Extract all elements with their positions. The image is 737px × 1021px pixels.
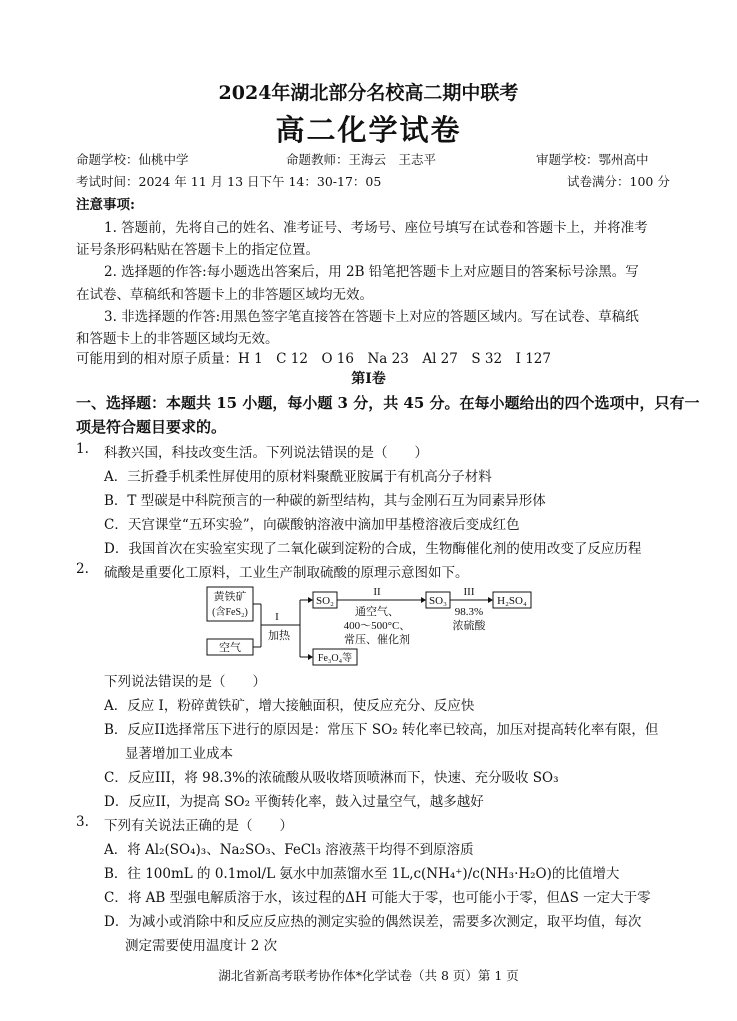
- sulfuric-acid-process-diagram: [205, 585, 535, 667]
- q1-option-a: A．三折叠手机柔性屏使用的原材料聚酰亚胺属于有机高分子材料: [104, 469, 492, 485]
- air-label: 空气: [219, 642, 241, 654]
- note-2a: 2. 选择题的作答:每小题选出答案后，用 2B 铅笔把答题卡上对应题目的答案标号涂黑。写: [104, 264, 639, 280]
- q1-stem: 科教兴国，科技改变生活。下列说法错误的是（ ）: [104, 445, 428, 461]
- q3-stem: 下列有关说法正确的是（ ）: [104, 818, 293, 834]
- q2-option-b-1: B．反应II选择常压下进行的原因是：常压下 SO₂ 转化率已较高，加压对提高转化率有限，但: [104, 722, 659, 738]
- q2-option-a: A．反应 I，粉碎黄铁矿，增大接触面积，使反应充分、反应快: [104, 698, 475, 714]
- step1-label: I: [275, 611, 279, 623]
- pyrite-label: 黄铁矿: [213, 591, 247, 603]
- step2-condition-3: 常压、催化剂: [344, 634, 410, 646]
- step3-condition-2: 浓硫酸: [452, 620, 486, 632]
- full-score: 试卷满分：100 分: [567, 174, 670, 189]
- q2-stem: 硫酸是重要化工原料，工业生产制取硫酸的原理示意图如下。: [104, 565, 469, 581]
- part-label: 第Ⅰ卷: [351, 371, 386, 387]
- proposer-teacher: 命题教师：王海云 王志平: [286, 152, 437, 167]
- exam-title: 2024年湖北部分名校高二期中联考: [218, 82, 519, 104]
- q3-option-b: B．往 100mL 的 0.1mol/L 氨水中加蒸馏水至 1L,c(NH₄⁺)/c(NH₃·H₂O)的比值增大: [104, 866, 620, 882]
- step1-condition: 加热: [268, 630, 290, 642]
- q3-option-d-1: D．为减小或消除中和反应反应热的测定实验的偶然误差，需要多次测定，取平均值，每次: [104, 914, 642, 930]
- section-heading-1: 一、选择题：本题共 15 小题，每小题 3 分，共 45 分。在每小题给出的四个选项中，只有一: [76, 394, 700, 412]
- q2-option-d: D．反应II，为提高 SO₂ 平衡转化率，鼓入过量空气，越多越好: [104, 794, 484, 810]
- step3-condition-1: 98.3%: [454, 606, 484, 618]
- q3-option-c: C．将 AB 型强电解质溶于水，该过程的ΔH 可能大于零，也可能小于零，但ΔS 一定大于零: [104, 890, 651, 906]
- notes-heading: 注意事项:: [76, 197, 135, 213]
- fe3o4-label: Fe₃O₄等: [317, 653, 353, 664]
- q2-number: 2.: [76, 561, 89, 577]
- reviewer-school: 审题学校：鄂州高中: [536, 152, 649, 167]
- note-1b: 证号条形码粘贴在答题卡上的指定位置。: [76, 242, 319, 258]
- q1-option-d: D．我国首次在实验室实现了二氧化碳到淀粉的合成，生物酶催化剂的使用改变了反应历程: [104, 541, 642, 557]
- h2so4-label: H₂SO₄: [497, 595, 527, 607]
- section-heading-2: 项是符合题目要求的。: [76, 418, 227, 436]
- q2-ask: 下列说法错误的是（ ）: [104, 674, 266, 690]
- step2-condition-2: 400～500°C、: [343, 620, 411, 632]
- q1-number: 1.: [76, 441, 89, 457]
- page-footer: 湖北省新高考联考协作体*化学试卷（共 8 页）第 1 页: [218, 968, 519, 983]
- step2-condition-1: 通空气、: [355, 606, 399, 618]
- note-1a: 1. 答题前，先将自己的姓名、准考证号、考场号、座位号填写在试卷和答题卡上，并将准考: [104, 220, 648, 236]
- step3-label: III: [463, 586, 475, 598]
- exam-time: 考试时间：2024 年 11 月 13 日下午 14：30-17：05: [76, 174, 382, 189]
- q3-number: 3.: [76, 814, 89, 830]
- paper-title: 高二化学试卷: [275, 113, 462, 147]
- q2-option-b-2: 显著增加工业成本: [125, 746, 233, 762]
- so3-label: SO₃: [429, 595, 447, 607]
- pyrite-sub-label: (含FeS₂): [212, 607, 248, 618]
- q3-option-a: A．将 Al₂(SO₄)₃、Na₂SO₃、FeCl₃ 溶液蒸干均得不到原溶质: [104, 842, 474, 858]
- q1-option-b: B．T 型碳是中科院预言的一种碳的新型结构，其与金刚石互为同素异形体: [104, 493, 546, 509]
- q1-option-c: C．天宫课堂“五环实验”，向碳酸钠溶液中滴加甲基橙溶液后变成红色: [104, 517, 520, 533]
- atomic-masses: 可能用到的相对原子质量：H 1 C 12 O 16 Na 23 Al 27 S 32 I 127: [76, 351, 551, 367]
- step2-label: II: [373, 586, 381, 598]
- proposer-school: 命题学校：仙桃中学: [76, 152, 189, 167]
- note-3b: 和答题卡上的非答题区域均无效。: [76, 331, 279, 347]
- q3-option-d-2: 测定需要使用温度计 2 次: [125, 938, 278, 954]
- q2-option-c: C．反应III，将 98.3%的浓硫酸从吸收塔顶喷淋而下，快速、充分吸收 SO₃: [104, 770, 559, 786]
- note-3a: 3. 非选择题的作答:用黑色签字笔直接答在答题卡上对应的答题区域内。写在试卷、草稿纸: [104, 309, 639, 325]
- note-2b: 在试卷、草稿纸和答题卡上的非答题区域均无效。: [76, 287, 373, 303]
- so2-label: SO₂: [316, 595, 334, 607]
